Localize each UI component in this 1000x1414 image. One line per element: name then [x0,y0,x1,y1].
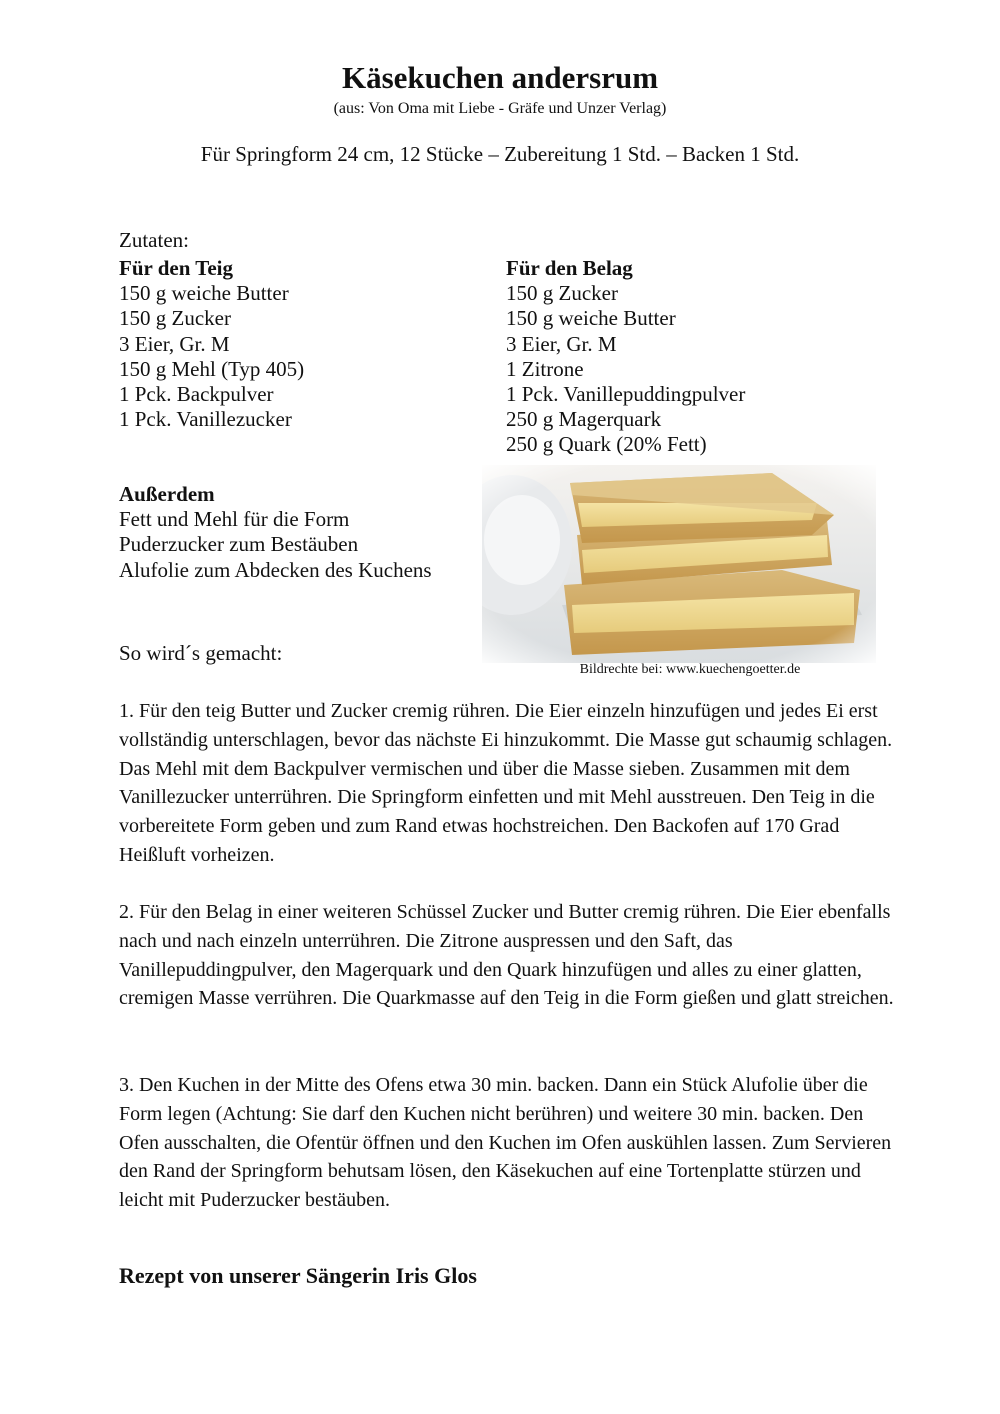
ingredient-item: 150 g Zucker [506,281,618,306]
ingredient-item: 150 g Mehl (Typ 405) [119,356,305,381]
ingredient-item: 1 Pck. Backpulver [119,382,274,407]
ingredient-item: 3 Eier, Gr. M [119,331,230,356]
recipe-signature: Rezept von unserer Sängerin Iris Glos [119,1263,477,1288]
ingredients-label: Zutaten: [119,228,189,252]
topping-ingredients [506,256,906,458]
recipe-title: Käsekuchen andersrum [341,60,659,95]
ingredient-item: 1 Zitrone [506,356,584,381]
recipe-source: (aus: Von Oma mit Liebe - Gräfe und Unzer Verlag) [333,100,667,117]
method-step-1: 1. Für den teig Butter und Zucker cremig rühren. Die Eier einzeln hinzufügen und jedes Ei erst vollständig unterschlagen, bevor das nächste Ei hinzukommt. Die Masse gut schaumig schlagen. Das Mehl mit dem Backpulver vermischen und über die Masse sieben. Zusammen mit dem Vanillezucker unterrühren. Die Springform einfetten und mit Mehl ausstreuen. Den Teig in die vorbereitete Form geben und zum Rand etwas hochstreichen. Den Backofen auf 170 Grad Heißluft vorheizen. [119,700,893,866]
ingredient-item: 1 Pck. Vanillepuddingpulver [506,382,746,407]
ingredient-item: 150 g Zucker [119,306,231,331]
ingredient-item: Fett und Mehl für die Form [119,507,350,532]
ingredient-item: 150 g weiche Butter [119,281,289,306]
ingredient-item: Puderzucker zum Bestäuben [119,532,359,557]
ingredient-item: 250 g Quark (20% Fett) [506,432,707,457]
ingredient-item: 3 Eier, Gr. M [506,331,617,356]
ingredient-item: 1 Pck. Vanillezucker [119,407,292,432]
ingredient-item: 250 g Magerquark [506,407,662,432]
extra-heading: Außerdem [119,482,215,506]
photo-credit: Bildrechte bei: www.kuechengoetter.de [579,662,801,677]
dough-ingredients [119,256,479,432]
method-label: So wird´s gemacht: [119,641,283,665]
method-step-3: 3. Den Kuchen in der Mitte des Ofens etwa 30 min. backen. Dann ein Stück Alufolie über die Form legen (Achtung: Sie darf den Kuchen nicht berühren) und weitere 30 min. backen. Den Ofen ausschalten, die Ofentür öffnen und den Kuchen im Ofen auskühlen lassen. Zum Servieren den Rand der Springform behutsam lösen, den Käsekuchen auf eine Tortenplatte stürzen und leicht mit Puderzucker bestäuben. [119,1074,892,1212]
topping-heading: Für den Belag [506,256,633,280]
recipe-meta: Für Springform 24 cm, 12 Stücke – Zubereitung 1 Std. – Backen 1 Std. [200,142,800,166]
ingredient-item: Alufolie zum Abdecken des Kuchens [119,557,432,582]
cake-photo [482,465,876,663]
ingredient-item: 150 g weiche Butter [506,306,676,331]
extra-ingredients [119,482,479,583]
method-step-2: 2. Für den Belag in einer weiteren Schüssel Zucker und Butter cremig rühren. Die Eier ebenfalls nach und nach einzeln unterrühren. Die Zitrone auspressen und den Saft, das Vanillepuddingpulver, den Magerquark und den Quark hinzufügen und alles zu einer glatten, cremigen Masse verrühren. Die Quarkmasse auf den Teig in die Form gießen und glatt streichen. [119,901,894,1010]
dough-heading: Für den Teig [119,256,233,280]
